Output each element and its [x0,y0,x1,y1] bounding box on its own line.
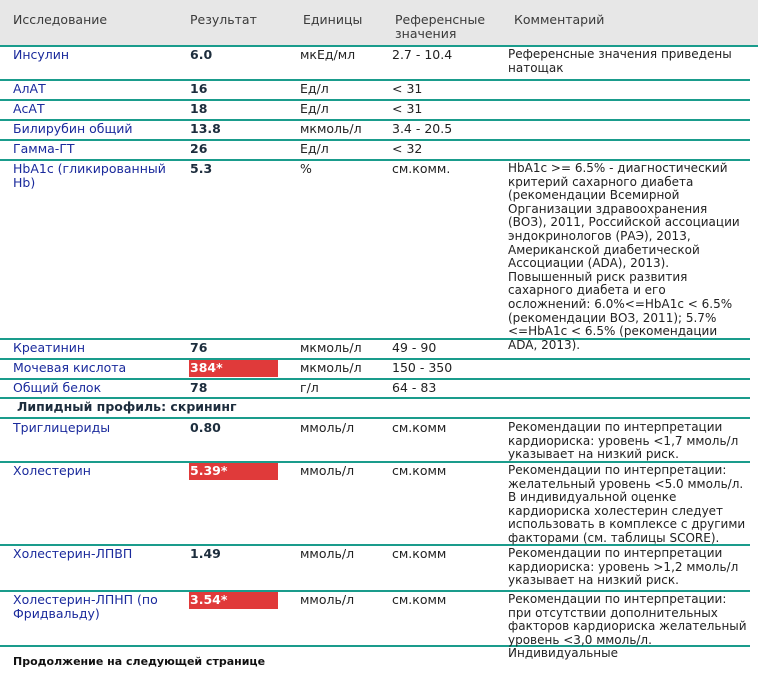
comment: Рекомендации по интерпретации кардиориска: уровень >1,2 ммоль/л указывает на низкий риск. [508,546,739,588]
units: ммоль/л [300,463,355,478]
test-name: Холестерин-ЛПНП (по Фридвальду) [13,592,158,621]
result-value-flagged: 5.39* [189,463,278,480]
table-row [0,139,750,161]
test-name: Инсулин [13,47,70,62]
reference-range: см.комм [392,592,447,607]
result-value: 78 [190,380,208,395]
units: мкмоль/л [300,121,362,136]
result-value: 6.0 [190,47,213,62]
result-value-flagged: 3.54* [189,592,278,609]
footer-note: Продолжение на следующей странице [13,655,266,668]
table-row [0,590,750,661]
units: мкЕд/мл [300,47,356,62]
table-row [0,378,750,399]
comment: Рекомендации по интерпретации: при отсутствии дополнительных факторов кардиориска желательный уровень <3,0 ммоль/л. Индивидуальные [508,592,747,661]
table-row [0,45,750,81]
comment: HbA1c >= 6.5% - диагностический критерий сахарного диабета (рекомендации Всемирной Организации здравоохранения (ВОЗ), 2011, Российской ассоциации эндокринологов (РАЭ), 2013, Американской диабетической Ассоциации (ADA), 2013). Повышенный риск развития сахарного диабета и его осложнений: 6.0%<=HbA1c < 6.5% (рекомендации ВОЗ, 2011); 5.7%<=HbA1c < 6.5% (рекомендации ADA, 2013). [508,161,740,352]
test-name: Холестерин-ЛПВП [13,546,133,561]
test-name: Мочевая кислота [13,360,127,375]
test-name: Креатинин [13,340,86,355]
reference-range: 64 - 83 [392,380,437,395]
table-row [0,544,750,592]
result-value: 76 [190,340,208,355]
test-name: Билирубин общий [13,121,133,136]
result-value: 1.49 [190,546,221,561]
col-ref-header: Референсные значения [395,12,486,41]
test-name: АлАТ [13,81,46,96]
test-name: Гамма-ГТ [13,141,75,156]
reference-range: см.комм [392,420,447,435]
test-name: Триглицериды [13,420,111,435]
table-row [0,119,750,141]
col-test-header: Исследование [13,12,108,27]
result-value-flagged: 384* [189,360,278,377]
units: мкмоль/л [300,360,362,375]
reference-range: 49 - 90 [392,340,437,355]
result-value: 18 [190,101,208,116]
test-name: Общий белок [13,380,102,395]
reference-range: 3.4 - 20.5 [392,121,453,136]
reference-range: < 32 [392,141,423,156]
table-header [0,0,758,47]
reference-range: см.комм [392,546,447,561]
result-value: 5.3 [190,161,213,176]
reference-range: 2.7 - 10.4 [392,47,453,62]
units: % [300,161,312,176]
table-row [0,358,750,380]
result-value: 26 [190,141,208,156]
comment: Рекомендации по интерпретации: желательный уровень <5.0 ммоль/л. В индивидуальной оценке кардиориска холестерин следует использовать в комплексе с другими факторами (см. таблицы SCORE). [508,463,746,545]
result-value: 16 [190,81,208,96]
reference-range: см.комм [392,463,447,478]
test-name: HbA1c (гликированный Hb) [13,161,166,190]
units: Ед/л [300,81,329,96]
result-value: 13.8 [190,121,221,136]
units: ммоль/л [300,546,355,561]
units: Ед/л [300,141,329,156]
table-row [0,99,750,121]
col-comment-header: Комментарий [514,12,605,27]
table-row [0,461,750,546]
comment: Референсные значения приведены натощак [508,47,732,75]
table-row [0,338,750,360]
test-name: АсАТ [13,101,45,116]
units: мкмоль/л [300,340,362,355]
result-value: 0.80 [190,420,221,435]
units: г/л [300,380,319,395]
comment: Рекомендации по интерпретации кардиориска: уровень <1,7 ммоль/л указывает на низкий риск. [508,420,739,462]
col-result-header: Результат [190,12,257,27]
test-name: Холестерин [13,463,91,478]
table-row [0,79,750,101]
section-lipid [0,397,750,419]
reference-range: < 31 [392,101,423,116]
reference-range: 150 - 350 [392,360,453,375]
units: ммоль/л [300,420,355,435]
reference-range: см.комм. [392,161,451,176]
section-title: Липидный профиль: скрининг [17,399,237,414]
col-units-header: Единицы [303,12,363,27]
units: Ед/л [300,101,329,116]
reference-range: < 31 [392,81,423,96]
units: ммоль/л [300,592,355,607]
table-row [0,418,750,463]
